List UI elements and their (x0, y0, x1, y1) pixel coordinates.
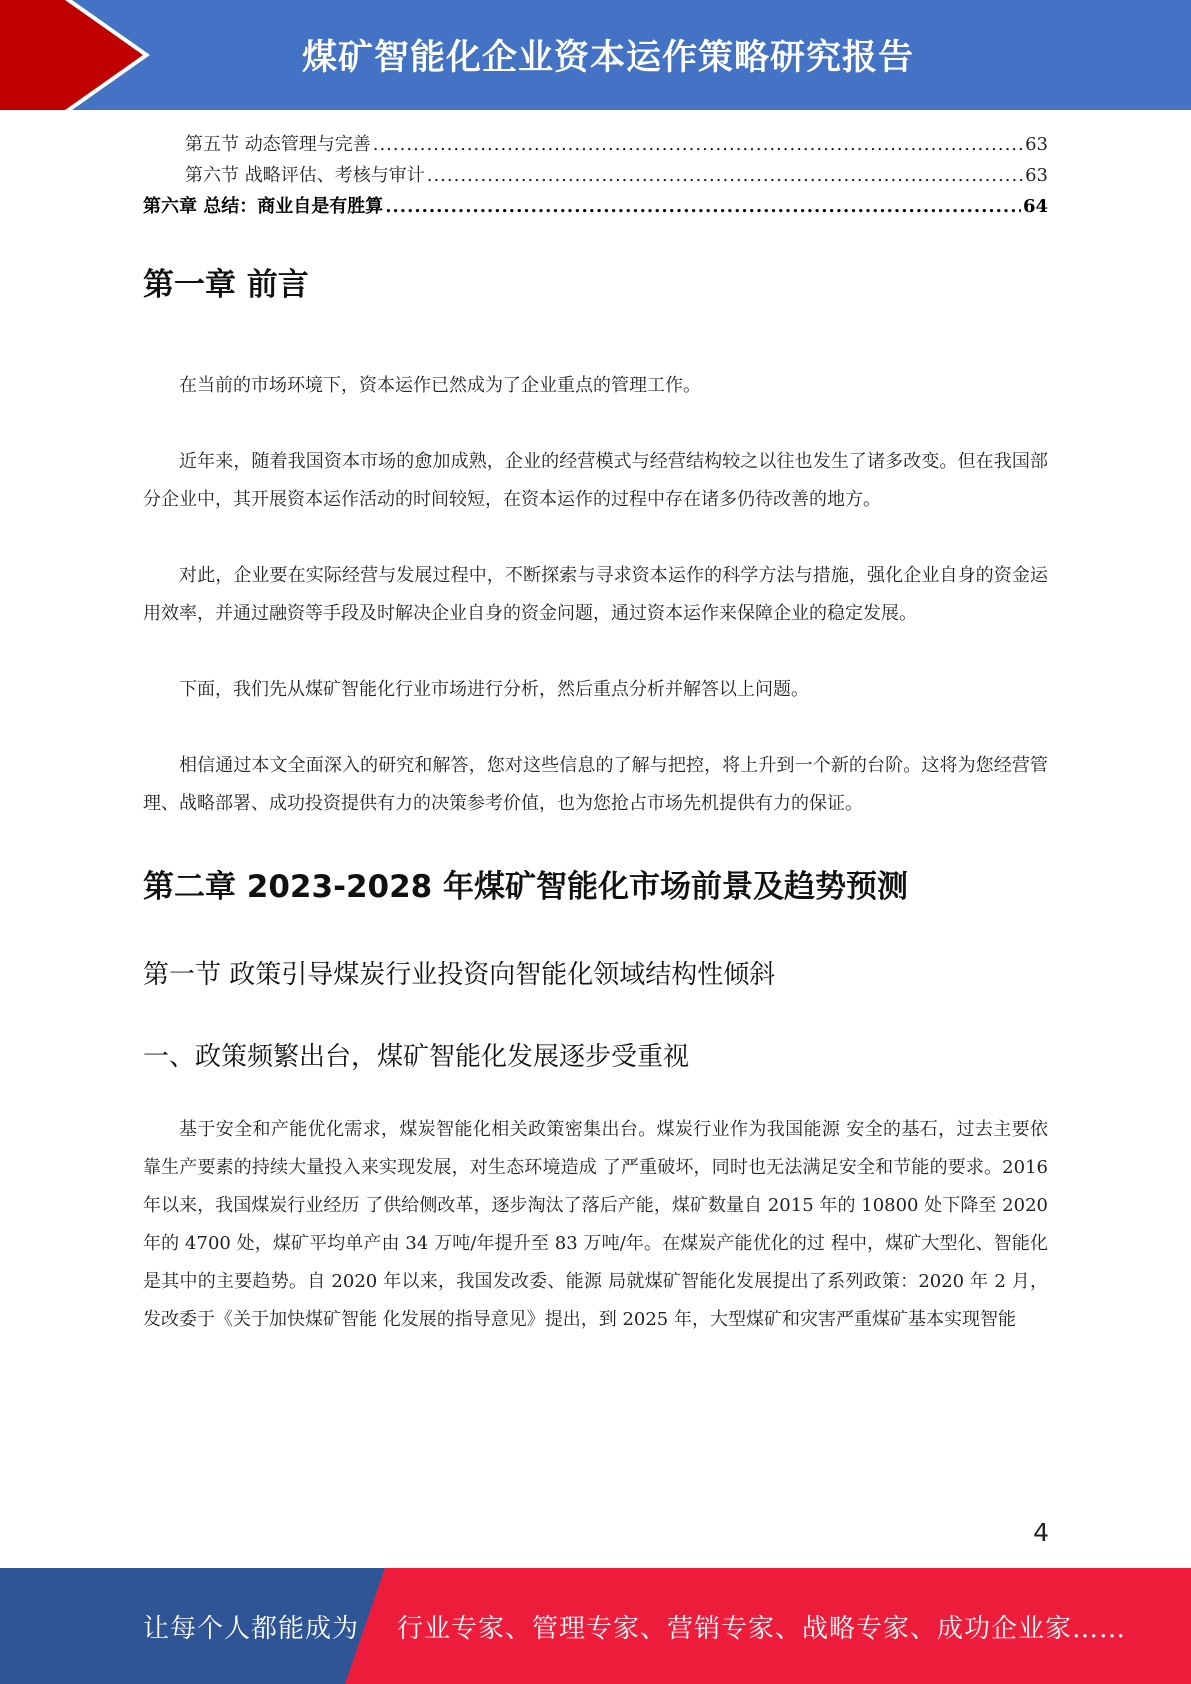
toc-entry-page: 63 (1025, 165, 1048, 186)
toc-entry-page: 63 (1025, 134, 1048, 155)
paragraph: 近年来，随着我国资本市场的愈加成熟，企业的经营模式与经营结构较之以往也发生了诸多改变。但在我国部分企业中，其开展资本运作活动的时间较短，在资本运作的过程中存在诸多仍待改善的地方。 (143, 451, 1048, 510)
toc-entry-label: 第六章 总结：商业自是有胜算 (143, 196, 384, 217)
toc-leader-dots (427, 165, 1023, 186)
document-body (143, 263, 1048, 1339)
page-header (0, 0, 1191, 110)
toc-entry-page: 64 (1022, 196, 1048, 217)
toc-entry[interactable] (143, 161, 1048, 192)
report-title: 煤矿智能化企业资本运作策略研究报告 (301, 38, 914, 78)
paragraph: 基于安全和产能优化需求，煤炭智能化相关政策密集出台。煤炭行业作为我国能源 安全的基石，过去主要依靠生产要素的持续大量投入来实现发展，对生态环境造成 了严重破坏，同时也无法满足安全和节能的要求。2016 年以来，我国煤炭行业经历 了供给侧改革，逐步淘汰了落后产能，煤矿数量自 2015 年的 10800 处下降至 2020 年的 4700 处，煤矿平均单产由 34 万吨/年提升至 83 万吨/年。在煤炭产能优化的过 程中，煤矿大型化、智能化是其中的主要趋势。自 2020 年以来，我国发改委、能源 局就煤矿智能化发展提出了系列政策：2020 年 2 月，发改委于《关于加快煤矿智能 化发展的指导意见》提出，到 2025 年，大型煤矿和灾害严重煤矿基本实现智能 (143, 1119, 1048, 1330)
footer-slogan-left: 让每个人都能成为 (143, 1613, 360, 1644)
chapter-1-title: 第一章 前言 (143, 267, 309, 303)
toc-entry-label: 第五节 动态管理与完善 (185, 134, 371, 155)
subsection-1-title: 一、政策频繁出台，煤矿智能化发展逐步受重视 (143, 1042, 690, 1072)
footer-slogan-right: 行业专家、管理专家、营销专家、战略专家、成功企业家…… (397, 1613, 1127, 1644)
toc-entry-label: 第六节 战略评估、考核与审计 (185, 165, 425, 186)
paragraph: 对此，企业要在实际经营与发展过程中，不断探索与寻求资本运作的科学方法与措施，强化企业自身的资金运用效率，并通过融资等手段及时解决企业自身的资金问题，通过资本运作来保障企业的稳定发展。 (143, 565, 1048, 624)
toc-leader-dots (385, 196, 1021, 217)
chapter-2-title: 第二章 2023-2028 年煤矿智能化市场前景及趋势预测 (143, 869, 909, 905)
toc-entry[interactable] (143, 192, 1048, 223)
paragraph: 相信通过本文全面深入的研究和解答，您对这些信息的了解与把控，将上升到一个新的台阶。这将为您经营管理、战略部署、成功投资提供有力的决策参考价值，也为您抢占市场先机提供有力的保证。 (143, 755, 1048, 814)
page-footer (0, 1568, 1191, 1684)
toc-entry[interactable] (143, 130, 1048, 161)
paragraph: 下面，我们先从煤矿智能化行业市场进行分析，然后重点分析并解答以上问题。 (179, 679, 809, 700)
section-1-title: 第一节 政策引导煤炭行业投资向智能化领域结构性倾斜 (143, 960, 776, 990)
toc-leader-dots (373, 134, 1023, 155)
page-number: 4 (1033, 1518, 1049, 1547)
paragraph: 在当前的市场环境下，资本运作已然成为了企业重点的管理工作。 (179, 375, 701, 396)
table-of-contents (143, 130, 1048, 223)
